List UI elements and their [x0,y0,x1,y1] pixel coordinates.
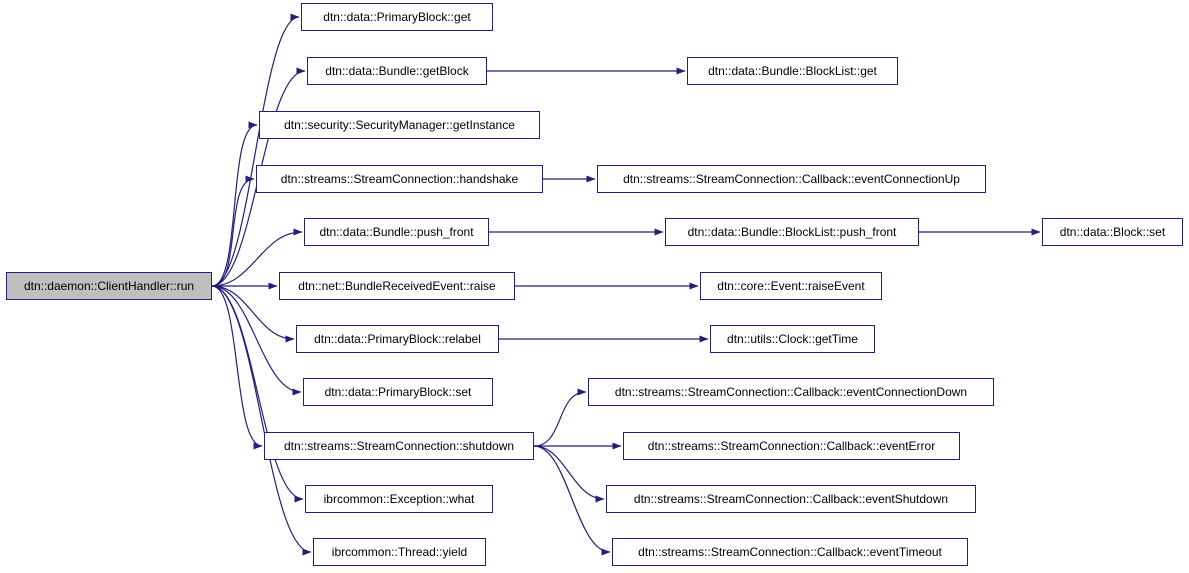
graph-node-blocklist_pushfront[interactable]: dtn::data::Bundle::BlockList::push_front [665,218,919,246]
graph-node-secmgr_getinstance[interactable]: dtn::security::SecurityManager::getInstance [259,111,540,139]
edge-streamconn_shutdown-to-cb_connectiondown [534,392,586,446]
graph-node-cb_connectionup[interactable]: dtn::streams::StreamConnection::Callback::eventConnectionUp [597,165,986,193]
graph-node-bundle_getblock[interactable]: dtn::data::Bundle::getBlock [307,57,487,85]
edge-root-to-streamconn_shutdown [212,286,262,446]
edge-root-to-streamconn_handshake [212,179,254,286]
graph-node-primaryblock_set[interactable]: dtn::data::PrimaryBlock::set [303,378,493,406]
graph-node-streamconn_handshake[interactable]: dtn::streams::StreamConnection::handshake [256,165,543,193]
graph-node-cb_timeout[interactable]: dtn::streams::StreamConnection::Callback::eventTimeout [612,538,968,566]
graph-node-primaryblock_get[interactable]: dtn::data::PrimaryBlock::get [301,3,493,31]
edge-root-to-secmgr_getinstance [212,125,257,286]
graph-node-root[interactable]: dtn::daemon::ClientHandler::run [6,272,212,300]
edge-streamconn_shutdown-to-cb_timeout [534,446,610,552]
graph-node-bundle_pushfront[interactable]: dtn::data::Bundle::push_front [304,218,489,246]
graph-node-exception_what[interactable]: ibrcommon::Exception::what [305,485,493,513]
graph-node-clock_gettime[interactable]: dtn::utils::Clock::getTime [710,325,875,353]
graph-node-thread_yield[interactable]: ibrcommon::Thread::yield [313,538,486,566]
graph-node-streamconn_shutdown[interactable]: dtn::streams::StreamConnection::shutdown [264,432,534,460]
graph-node-cb_connectiondown[interactable]: dtn::streams::StreamConnection::Callback::eventConnectionDown [588,378,994,406]
edge-root-to-primaryblock_set [212,286,301,392]
edge-streamconn_shutdown-to-cb_shutdown [534,446,604,499]
graph-node-block_set[interactable]: dtn::data::Block::set [1042,218,1183,246]
graph-node-primaryblock_relabel[interactable]: dtn::data::PrimaryBlock::relabel [296,325,499,353]
graph-node-bundlereceived_raise[interactable]: dtn::net::BundleReceivedEvent::raise [279,272,515,300]
graph-node-cb_error[interactable]: dtn::streams::StreamConnection::Callback::eventError [623,432,960,460]
graph-node-cb_shutdown[interactable]: dtn::streams::StreamConnection::Callback::eventShutdown [606,485,976,513]
edge-root-to-exception_what [212,286,303,499]
graph-node-event_raiseevent[interactable]: dtn::core::Event::raiseEvent [700,272,882,300]
graph-node-blocklist_get[interactable]: dtn::data::Bundle::BlockList::get [687,57,898,85]
edge-root-to-primaryblock_get [212,17,299,286]
